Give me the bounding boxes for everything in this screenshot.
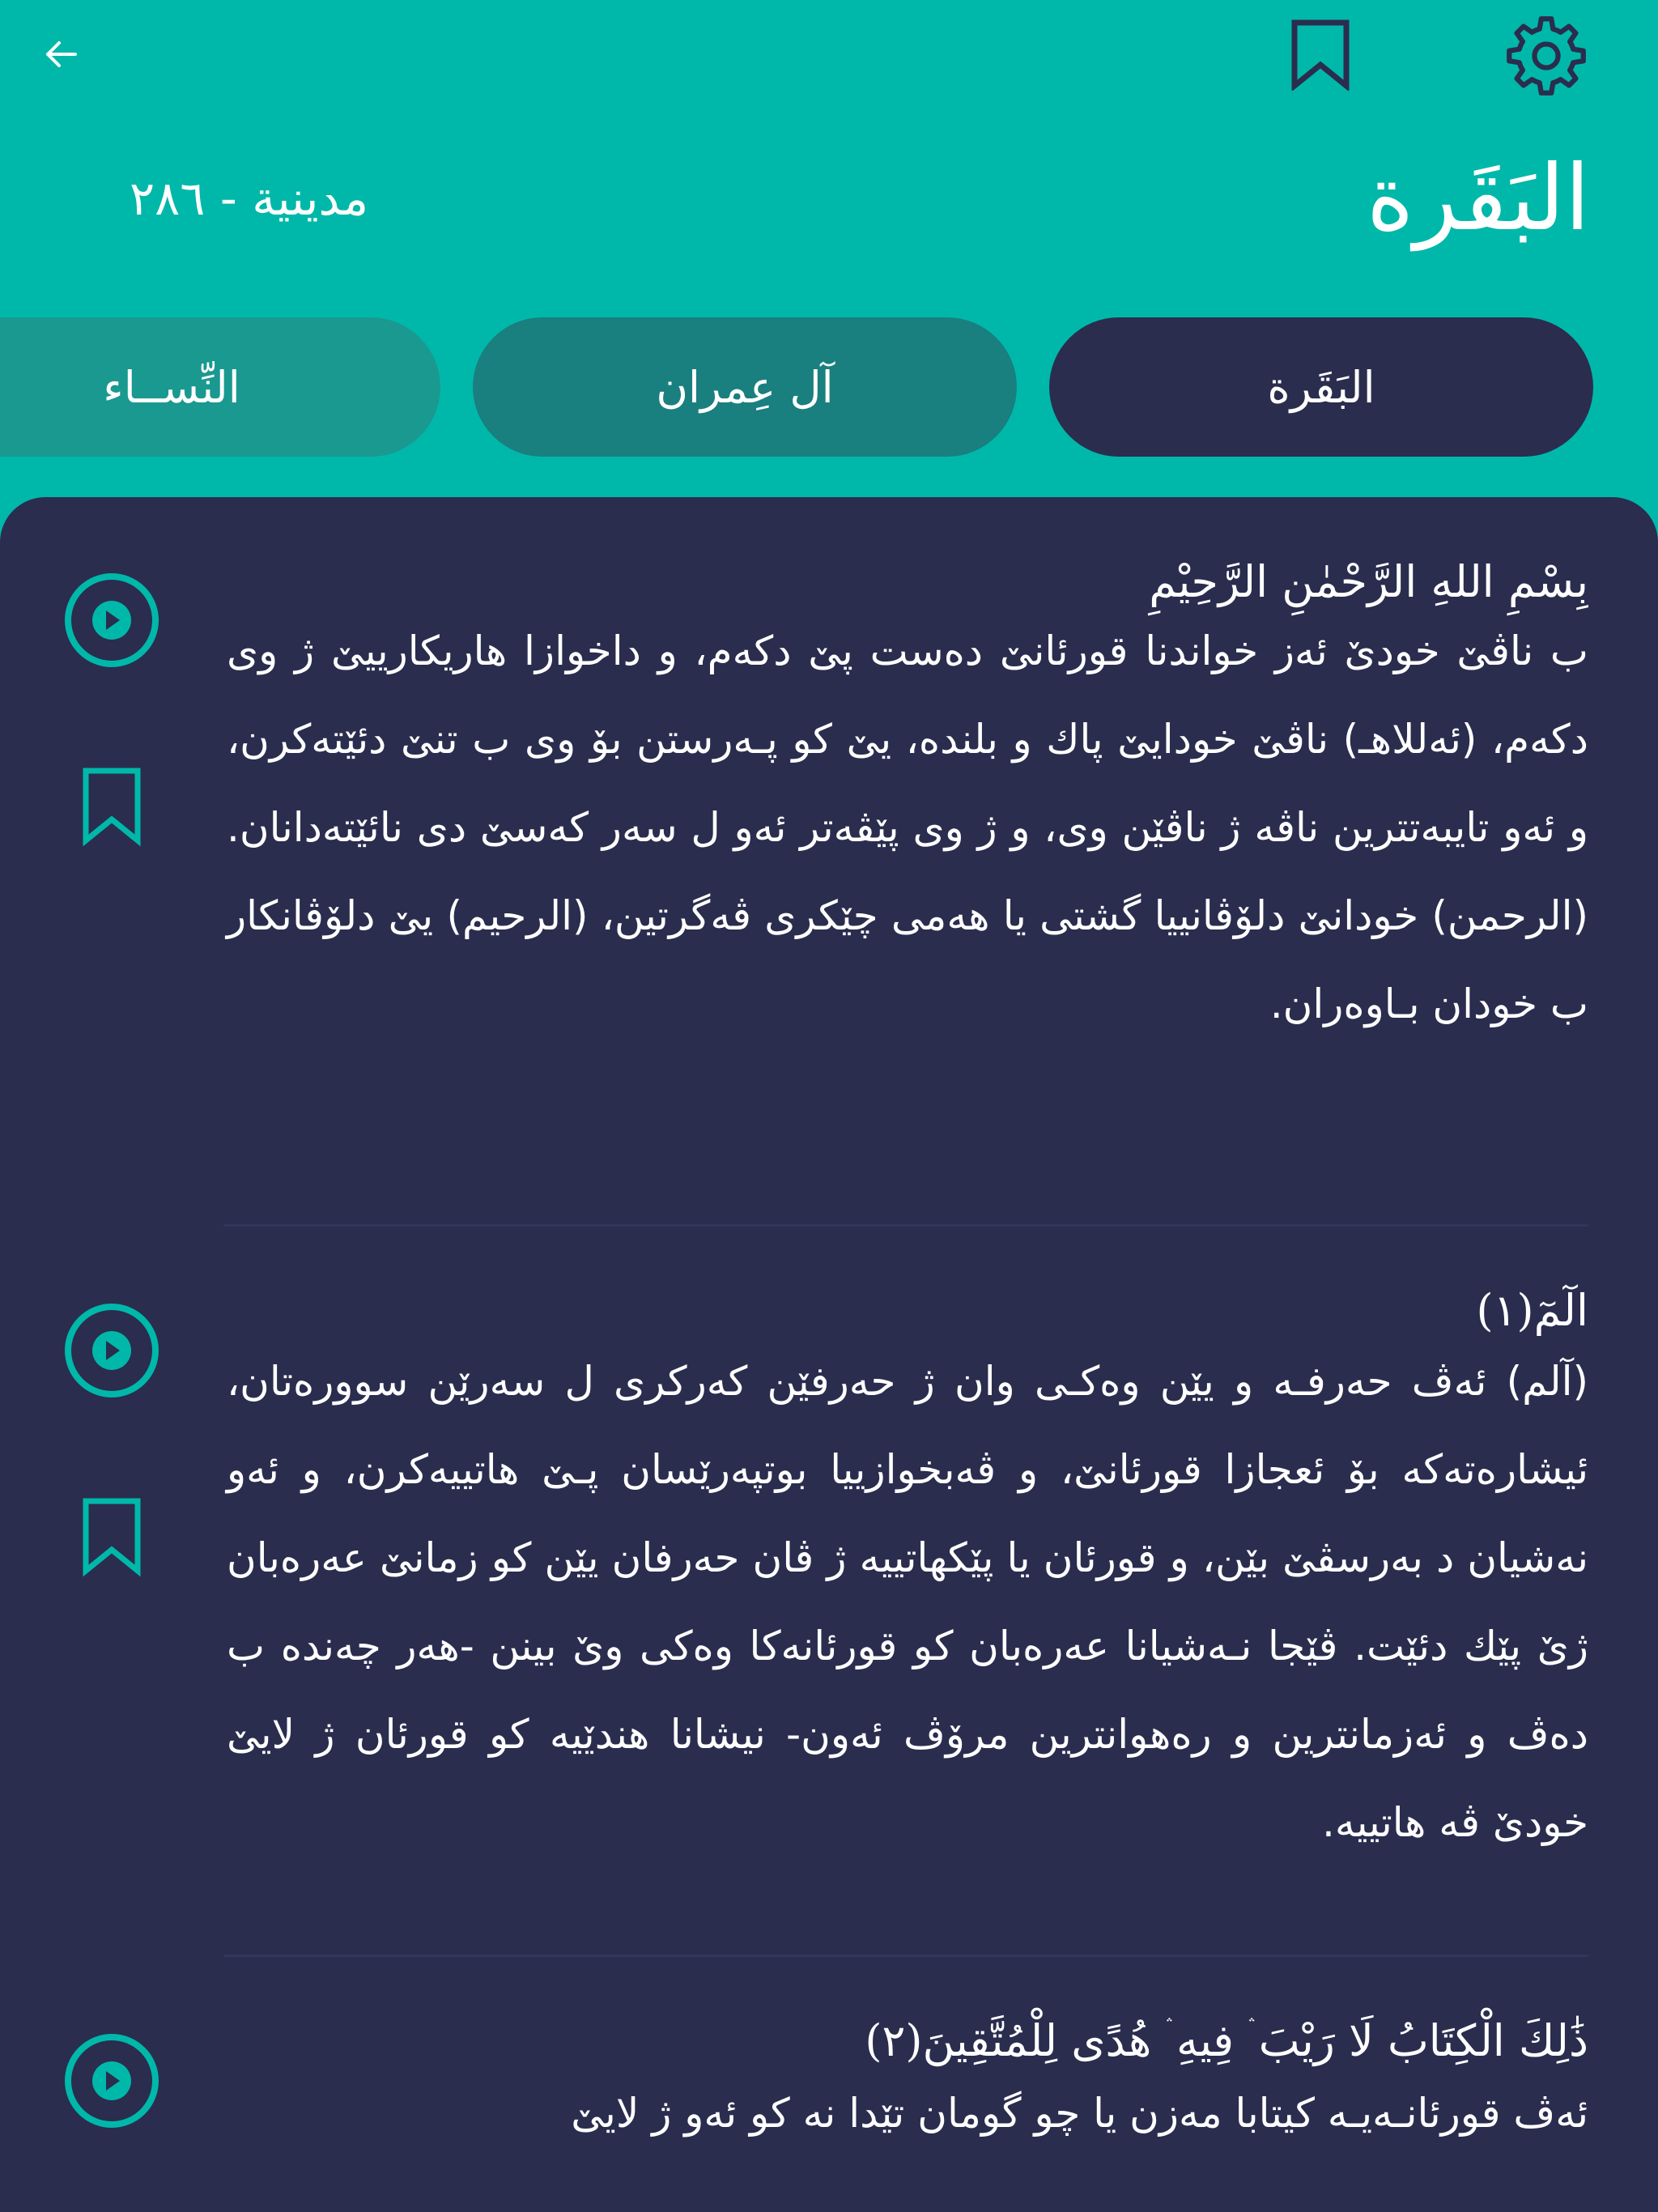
back-button[interactable]: [24, 18, 97, 91]
tab-al-baqarah[interactable]: البَقَرة: [1049, 317, 1593, 457]
gear-icon: [1504, 14, 1588, 98]
ayah-translation-text: ب ناڤێ خودێ ئەز خواندنا قورئانێ دەست پێ دکەم، و داخوازا هاریکارییێ ژ وی دکەم، (ئەللاهـ) ناڤێ خودایێ پاك و بلندە، یێ کو پـەرستن بۆ وی ب تنێ دئێتەکرن، و ئەو تایبەتترین ناڤە ژ ناڤێن وی، و ژ وی پێڤەتر ئەو ل سەر کەسێ دی نائێتەدانان. (الرحمن) خودانێ دلۆڤانییا گشتی یا هەمی چێکری ڤەگرتین، (الرحیم) یێ دلۆڤانکار ب خودان بـاوەران.: [227, 627, 1588, 1027]
arrow-left-icon: [41, 35, 80, 74]
settings-button[interactable]: [1496, 11, 1596, 100]
bookmark-icon[interactable]: [79, 1496, 144, 1577]
surah-meta: مدينية - ٢٨٦: [130, 171, 369, 226]
ayah-divider: [223, 1955, 1588, 1957]
ayah-arabic-text: الٓمٓ(١): [1476, 1285, 1588, 1336]
play-icon[interactable]: [63, 572, 160, 669]
ayah-list[interactable]: [0, 497, 1658, 2212]
bookmark-icon[interactable]: [79, 766, 144, 847]
ayah-divider: [223, 1224, 1588, 1227]
ayah-translation-text: (آلم) ئەڤ حەرفـە و یێن وەکـی وان ژ حەرفێن کەرکری ل سەرێن سوورەتان، ئیشارەتەکە بۆ ئعجازا قورئانێ، و ڤەبخوازییا بوتپەرێسان پـێ هاتییەکرن، و ئەو نەشیان د بەرسڤێ بێن، و قورئان یا پێکهاتییە ژ ڤان حەرفان یێن کو زمانێ عەرەبان ژێ پێك دئێت. ڤێجا نـەشیانا عەرەبان کو قورئانەکا وەکی وێ بینن -هەر چەندە ب دەڤ و ئەزمانترین و رەهوانترین مرۆڤ ئەون- نیشانا هندێیە کو قورئان ژ لایێ خودێ ڤە هاتییە.: [227, 1358, 1588, 1846]
ayah-translation-text: ئەڤ قورئانـەیـە کیتابا مەزن یا چو گومان تێدا نە کو ئەو ژ لایێ: [571, 2090, 1588, 2137]
tab-an-nisa[interactable]: النِّســاء: [0, 317, 440, 457]
surah-title: البَقَرة: [1366, 146, 1590, 251]
ayah-arabic-text: ذَٰلِكَ الْكِتَابُ لَا رَيْبَ ۛ فِيهِ ۛ هُدًى لِلْمُتَّقِينَ(٢): [865, 2015, 1588, 2066]
bookmark-icon: [1290, 18, 1351, 91]
surah-header: [0, 0, 1658, 567]
tab-al-imran[interactable]: آل عِمران: [473, 317, 1017, 457]
bookmark-surah-button[interactable]: [1278, 11, 1363, 97]
play-icon[interactable]: [63, 1302, 160, 1399]
play-icon[interactable]: [63, 2032, 160, 2129]
ayah-arabic-text: بِسْمِ اللهِ الرَّحْمٰنِ الرَّحِيْمِ: [1149, 556, 1588, 607]
